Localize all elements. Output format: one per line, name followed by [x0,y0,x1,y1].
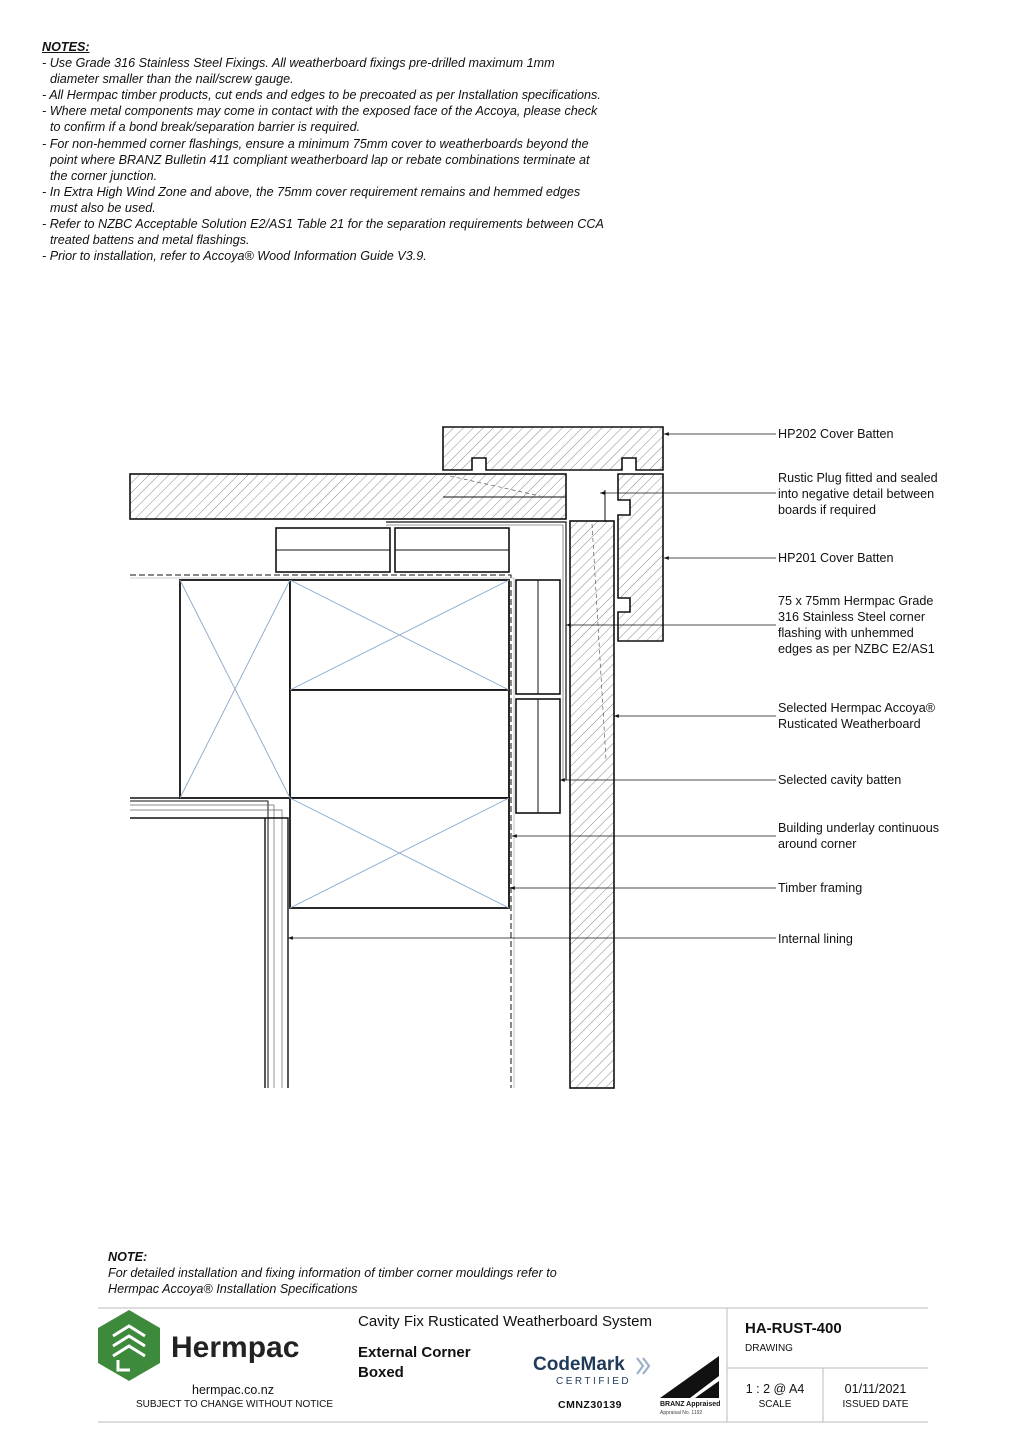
bottom-note: NOTE: For detailed installation and fixing information of timber corner mouldings refer to Hermpac Accoya® Installation Specifications [108,1250,557,1296]
callout-weatherboard: Selected Hermpac Accoya® Rusticated Weatherboard [778,701,935,731]
callout-corner-flashing: 75 x 75mm Hermpac Grade 316 Stainless Steel corner flashing with unhemmed edges as per NZBC E2/AS1 [778,594,935,656]
callout-hp202-cover-batten: HP202 Cover Batten [778,427,894,441]
branz-number: Appraisal No. 1192 [660,1410,703,1416]
note-line: treated battens and metal flashings. [50,233,250,248]
note-line: to confirm if a bond break/separation barrier is required. [50,120,361,135]
company-name: Hermpac [171,1331,300,1364]
notes-title: NOTES: [42,40,90,54]
codemark-chevrons [637,1358,649,1374]
note-line: - For non-hemmed corner flashings, ensure a minimum 75mm cover to weatherboards beyond the [42,136,589,151]
timber-framing [180,580,509,908]
codemark-number: CMNZ30139 [558,1399,623,1411]
branz-appraised-mark [660,1356,719,1398]
note-line: - All Hermpac timber products, cut ends and edges to be precoated as per Installation specifications. [42,88,601,103]
callout-timber-framing: Timber framing [778,881,863,895]
callout-internal-lining: Internal lining [778,932,853,946]
detail-title-line2: Boxed [358,1364,404,1381]
hp201-cover-batten [618,474,663,641]
note-line: - Prior to installation, refer to Accoya® Wood Information Guide V3.9. [42,249,427,264]
codemark-certified: CERTIFIED [556,1376,632,1387]
drawing-label: DRAWING [745,1343,793,1354]
note-line: the corner junction. [50,168,158,183]
company-website[interactable]: hermpac.co.nz [192,1383,274,1397]
note-line: - In Extra High Wind Zone and above, the 75mm cover requirement remains and hemmed edges [42,184,581,199]
codemark-brand: CodeMark [533,1354,625,1375]
scale-value: 1 : 2 @ A4 [745,1382,805,1396]
note-line: must also be used. [50,200,156,215]
hp202-cover-batten [443,427,663,470]
note-line: point where BRANZ Bulletin 411 compliant weatherboard lap or rebate combinations terminate at [50,152,590,167]
issued-date-label: ISSUED DATE [842,1399,909,1410]
side-weatherboard [570,521,614,1088]
scale-label: SCALE [758,1399,792,1410]
callout-cavity-batten: Selected cavity batten [778,773,902,787]
note-line: - Refer to NZBC Acceptable Solution E2/AS1 Table 21 for the separation requirements between CCA [42,217,604,232]
note-line: - Use Grade 316 Stainless Steel Fixings. All weatherboard fixings pre-drilled maximum 1mm [42,56,555,71]
internal-lining [130,798,288,1088]
callout-building-underlay: Building underlay continuous around corner [778,821,940,851]
hermpac-logo-mark [98,1310,160,1381]
callout-hp201-cover-batten: HP201 Cover Batten [778,551,894,565]
disclaimer: SUBJECT TO CHANGE WITHOUT NOTICE [136,1399,334,1410]
callout-rustic-plug: Rustic Plug fitted and sealed into negative detail between boards if required [778,471,938,517]
note-line: diameter smaller than the nail/screw gauge. [50,72,294,87]
branz-label: BRANZ Appraised [660,1401,721,1408]
drawing-number: HA-RUST-400 [745,1320,842,1337]
detail-title-line1: External Corner [358,1344,471,1361]
note-line: - Where metal components may come in contact with the exposed face of the Accoya, please check [42,104,598,119]
issued-date: 01/11/2021 [844,1382,907,1396]
system-name: Cavity Fix Rusticated Weatherboard System [358,1313,653,1330]
